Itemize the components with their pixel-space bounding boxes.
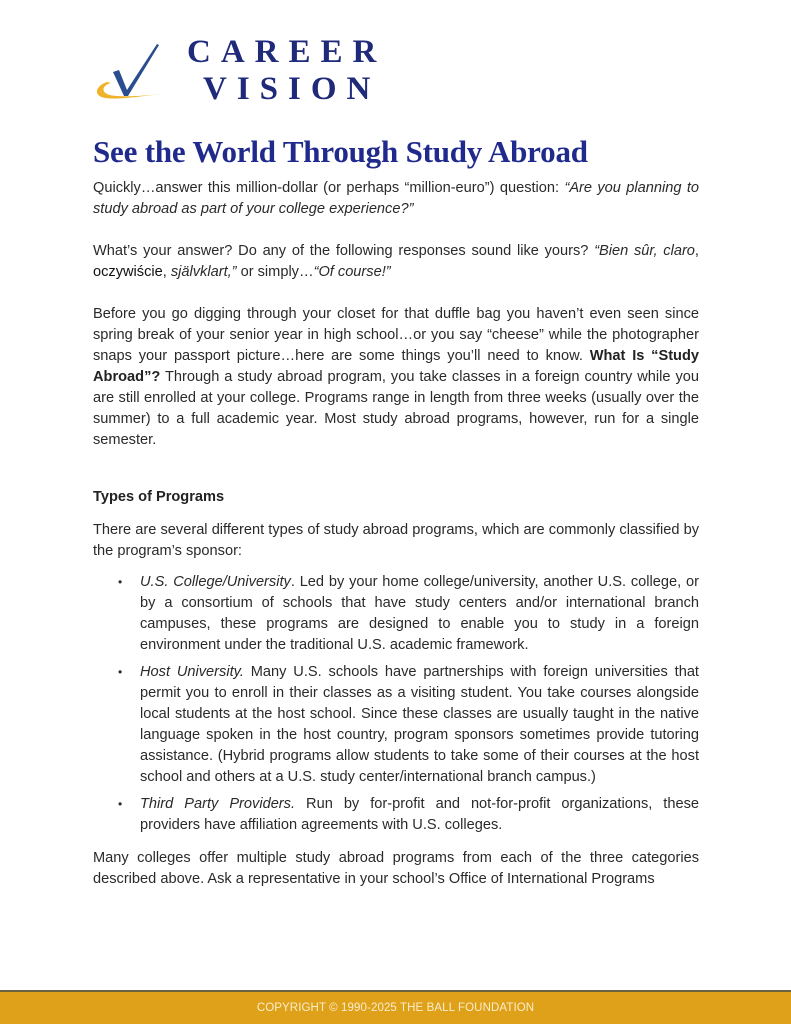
closing-paragraph: Many colleges offer multiple study abroad programs from each of the three categories described above. Ask a representative in your school’s Office of International Programs	[93, 850, 699, 887]
what-is-heading: What Is “Study Abroad”?	[93, 348, 700, 385]
definition-text: Through a study abroad program, you take classes in a foreign country while you are still enrolled at your college. Programs range in length from three weeks (usually over the summer) to a full academic year. Most study abroad programs, however, run for a single semester.	[93, 369, 699, 448]
bullet-icon: •	[118, 797, 123, 811]
list-item-third-party	[118, 794, 699, 836]
logo-line-career: CAREER	[187, 34, 387, 70]
or-simply-text: or simply…	[236, 264, 314, 280]
program-name: Third Party Providers.	[140, 796, 296, 812]
response-polish: oczywiście	[93, 264, 163, 280]
response-french-spanish: “Bien sûr, claro	[594, 243, 695, 259]
career-vision-logo	[93, 34, 386, 106]
intro-paragraph	[93, 178, 699, 220]
checkmark-swoosh-icon	[93, 38, 165, 106]
list-item-us-college	[118, 572, 699, 656]
response-swedish: självklart,”	[170, 264, 237, 280]
program-name: U.S. College/University	[140, 574, 291, 590]
separator: ,	[162, 264, 171, 280]
bullet-icon: •	[118, 575, 123, 589]
bullet-icon: •	[118, 665, 123, 679]
article-body	[93, 178, 699, 890]
responses-paragraph	[93, 241, 699, 283]
intro-text: Quickly…answer this million-dollar (or perhaps “million-euro”) question:	[93, 180, 565, 196]
program-description: Many U.S. schools have partnerships with foreign universities that permit you to enroll in their classes as a visiting student. You take courses alongside local students at the host school. Since these classes are usually taught in the native language spoken in the host country, program sponsors sometimes provide tutoring assistance. (Hybrid programs allow students to take some of their courses at the host school and others at a U.S. study center/international branch campus.)	[140, 664, 699, 785]
intro-question: “Are you planning to study abroad as part of your college experience?”	[93, 180, 699, 217]
program-description: . Led by your home college/university, another U.S. college, or by a consortium of schools that have study centers and/or international branch campuses, these programs are designed to enable you to study in a foreign environment under the traditional U.S. academic framework.	[140, 574, 699, 653]
program-types-list	[93, 572, 699, 836]
page-title: See the World Through Study Abroad	[93, 134, 588, 169]
types-intro-paragraph: There are several different types of study abroad programs, which are commonly classified by the program’s sponsor:	[93, 522, 699, 559]
response-english: “Of course!”	[313, 264, 391, 280]
responses-text: What’s your answer? Do any of the following responses sound like yours?	[93, 243, 595, 259]
copyright-text: COPYRIGHT © 1990-2025 THE BALL FOUNDATION	[256, 1002, 535, 1014]
separator: ,	[694, 243, 699, 259]
logo-wordmark	[187, 34, 386, 108]
logo-line-vision: VISION	[203, 71, 381, 107]
list-item-host-university	[118, 662, 699, 788]
what-is-study-abroad-paragraph	[93, 304, 699, 451]
copyright-footer	[0, 990, 791, 1024]
section-heading-types: Types of Programs	[93, 489, 225, 505]
program-description: Run by for-profit and not-for-profit organizations, these providers have affiliation agreements with U.S. colleges.	[140, 796, 699, 833]
program-name: Host University.	[140, 664, 244, 680]
preparation-text: Before you go digging through your closet for that duffle bag you haven’t even seen since spring break of your senior year in high school…or you say “cheese” while the photographer snaps your passport picture…here are some things you’ll need to know.	[93, 306, 699, 364]
